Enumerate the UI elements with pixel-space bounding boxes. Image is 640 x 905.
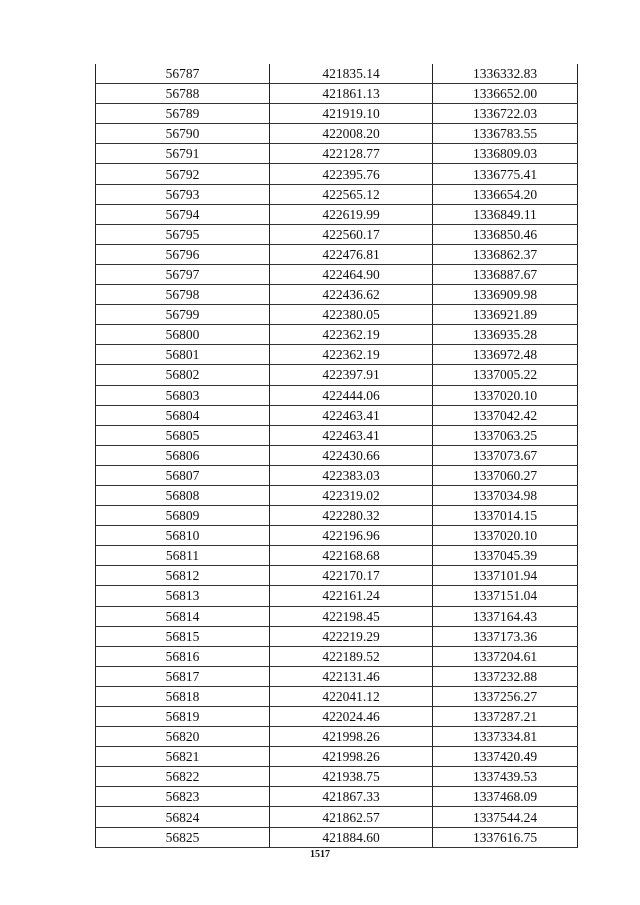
point-id-cell: 56808 — [96, 485, 270, 505]
point-id-cell: 56825 — [96, 827, 270, 847]
x-coordinate-cell: 421835.14 — [270, 64, 433, 84]
coordinates-table-body — [96, 64, 578, 847]
table-row — [96, 485, 578, 505]
point-id-cell: 56818 — [96, 686, 270, 706]
table-row — [96, 64, 578, 84]
x-coordinate-cell: 421998.26 — [270, 747, 433, 767]
y-coordinate-cell: 1336775.41 — [433, 164, 578, 184]
y-coordinate-cell: 1337005.22 — [433, 365, 578, 385]
table-row — [96, 586, 578, 606]
table-row — [96, 506, 578, 526]
x-coordinate-cell: 422196.96 — [270, 526, 433, 546]
table-row — [96, 204, 578, 224]
y-coordinate-cell: 1336935.28 — [433, 325, 578, 345]
point-id-cell: 56820 — [96, 727, 270, 747]
table-row — [96, 566, 578, 586]
y-coordinate-cell: 1336850.46 — [433, 224, 578, 244]
point-id-cell: 56791 — [96, 144, 270, 164]
x-coordinate-cell: 422463.41 — [270, 425, 433, 445]
point-id-cell: 56809 — [96, 506, 270, 526]
table-row — [96, 405, 578, 425]
y-coordinate-cell: 1337544.24 — [433, 807, 578, 827]
x-coordinate-cell: 421862.57 — [270, 807, 433, 827]
point-id-cell: 56799 — [96, 305, 270, 325]
x-coordinate-cell: 422463.41 — [270, 405, 433, 425]
y-coordinate-cell: 1336972.48 — [433, 345, 578, 365]
table-row — [96, 767, 578, 787]
point-id-cell: 56811 — [96, 546, 270, 566]
table-row — [96, 84, 578, 104]
table-row — [96, 666, 578, 686]
point-id-cell: 56796 — [96, 244, 270, 264]
point-id-cell: 56794 — [96, 204, 270, 224]
table-row — [96, 385, 578, 405]
table-row — [96, 465, 578, 485]
y-coordinate-cell: 1336809.03 — [433, 144, 578, 164]
y-coordinate-cell: 1337256.27 — [433, 686, 578, 706]
table-row — [96, 626, 578, 646]
table-row — [96, 727, 578, 747]
x-coordinate-cell: 422565.12 — [270, 184, 433, 204]
point-id-cell: 56824 — [96, 807, 270, 827]
y-coordinate-cell: 1337151.04 — [433, 586, 578, 606]
x-coordinate-cell: 421998.26 — [270, 727, 433, 747]
x-coordinate-cell: 422024.46 — [270, 707, 433, 727]
y-coordinate-cell: 1337204.61 — [433, 646, 578, 666]
table-row — [96, 345, 578, 365]
point-id-cell: 56803 — [96, 385, 270, 405]
table-row — [96, 124, 578, 144]
table-row — [96, 747, 578, 767]
table-row — [96, 686, 578, 706]
x-coordinate-cell: 422362.19 — [270, 325, 433, 345]
x-coordinate-cell: 422280.32 — [270, 506, 433, 526]
x-coordinate-cell: 422170.17 — [270, 566, 433, 586]
y-coordinate-cell: 1336862.37 — [433, 244, 578, 264]
x-coordinate-cell: 421884.60 — [270, 827, 433, 847]
table-row — [96, 305, 578, 325]
y-coordinate-cell: 1337014.15 — [433, 506, 578, 526]
point-id-cell: 56792 — [96, 164, 270, 184]
table-row — [96, 646, 578, 666]
y-coordinate-cell: 1337164.43 — [433, 606, 578, 626]
point-id-cell: 56788 — [96, 84, 270, 104]
point-id-cell: 56802 — [96, 365, 270, 385]
y-coordinate-cell: 1337287.21 — [433, 707, 578, 727]
table-row — [96, 104, 578, 124]
point-id-cell: 56787 — [96, 64, 270, 84]
point-id-cell: 56817 — [96, 666, 270, 686]
table-row — [96, 325, 578, 345]
table-row — [96, 445, 578, 465]
y-coordinate-cell: 1336849.11 — [433, 204, 578, 224]
y-coordinate-cell: 1337232.88 — [433, 666, 578, 686]
table-row — [96, 827, 578, 847]
y-coordinate-cell: 1336332.83 — [433, 64, 578, 84]
y-coordinate-cell: 1337060.27 — [433, 465, 578, 485]
y-coordinate-cell: 1336909.98 — [433, 285, 578, 305]
x-coordinate-cell: 421861.13 — [270, 84, 433, 104]
x-coordinate-cell: 422219.29 — [270, 626, 433, 646]
table-row — [96, 285, 578, 305]
y-coordinate-cell: 1337045.39 — [433, 546, 578, 566]
point-id-cell: 56790 — [96, 124, 270, 144]
y-coordinate-cell: 1337034.98 — [433, 485, 578, 505]
y-coordinate-cell: 1336921.89 — [433, 305, 578, 325]
table-row — [96, 807, 578, 827]
table-row — [96, 224, 578, 244]
point-id-cell: 56823 — [96, 787, 270, 807]
y-coordinate-cell: 1337020.10 — [433, 526, 578, 546]
point-id-cell: 56800 — [96, 325, 270, 345]
y-coordinate-cell: 1336654.20 — [433, 184, 578, 204]
point-id-cell: 56816 — [96, 646, 270, 666]
point-id-cell: 56819 — [96, 707, 270, 727]
table-row — [96, 264, 578, 284]
table-row — [96, 526, 578, 546]
x-coordinate-cell: 421938.75 — [270, 767, 433, 787]
x-coordinate-cell: 422397.91 — [270, 365, 433, 385]
y-coordinate-cell: 1336652.00 — [433, 84, 578, 104]
point-id-cell: 56798 — [96, 285, 270, 305]
table-row — [96, 144, 578, 164]
table-row — [96, 606, 578, 626]
point-id-cell: 56804 — [96, 405, 270, 425]
table-row — [96, 546, 578, 566]
point-id-cell: 56807 — [96, 465, 270, 485]
x-coordinate-cell: 422189.52 — [270, 646, 433, 666]
x-coordinate-cell: 421867.33 — [270, 787, 433, 807]
table-row — [96, 787, 578, 807]
point-id-cell: 56793 — [96, 184, 270, 204]
point-id-cell: 56789 — [96, 104, 270, 124]
x-coordinate-cell: 422436.62 — [270, 285, 433, 305]
point-id-cell: 56812 — [96, 566, 270, 586]
point-id-cell: 56821 — [96, 747, 270, 767]
y-coordinate-cell: 1337439.53 — [433, 767, 578, 787]
x-coordinate-cell: 422319.02 — [270, 485, 433, 505]
y-coordinate-cell: 1337073.67 — [433, 445, 578, 465]
y-coordinate-cell: 1337042.42 — [433, 405, 578, 425]
x-coordinate-cell: 422168.68 — [270, 546, 433, 566]
y-coordinate-cell: 1336783.55 — [433, 124, 578, 144]
point-id-cell: 56806 — [96, 445, 270, 465]
table-row — [96, 244, 578, 264]
y-coordinate-cell: 1337101.94 — [433, 566, 578, 586]
x-coordinate-cell: 422476.81 — [270, 244, 433, 264]
y-coordinate-cell: 1337616.75 — [433, 827, 578, 847]
page-number: 1517 — [310, 849, 330, 860]
point-id-cell: 56815 — [96, 626, 270, 646]
y-coordinate-cell: 1337020.10 — [433, 385, 578, 405]
y-coordinate-cell: 1337420.49 — [433, 747, 578, 767]
x-coordinate-cell: 421919.10 — [270, 104, 433, 124]
x-coordinate-cell: 422383.03 — [270, 465, 433, 485]
x-coordinate-cell: 422362.19 — [270, 345, 433, 365]
x-coordinate-cell: 422041.12 — [270, 686, 433, 706]
table-row — [96, 164, 578, 184]
x-coordinate-cell: 422198.45 — [270, 606, 433, 626]
point-id-cell: 56813 — [96, 586, 270, 606]
x-coordinate-cell: 422464.90 — [270, 264, 433, 284]
coordinates-table — [95, 64, 578, 848]
point-id-cell: 56822 — [96, 767, 270, 787]
x-coordinate-cell: 422008.20 — [270, 124, 433, 144]
x-coordinate-cell: 422128.77 — [270, 144, 433, 164]
point-id-cell: 56814 — [96, 606, 270, 626]
table-row — [96, 184, 578, 204]
y-coordinate-cell: 1337063.25 — [433, 425, 578, 445]
y-coordinate-cell: 1337468.09 — [433, 787, 578, 807]
point-id-cell: 56795 — [96, 224, 270, 244]
table-row — [96, 707, 578, 727]
x-coordinate-cell: 422560.17 — [270, 224, 433, 244]
y-coordinate-cell: 1336722.03 — [433, 104, 578, 124]
x-coordinate-cell: 422380.05 — [270, 305, 433, 325]
point-id-cell: 56797 — [96, 264, 270, 284]
x-coordinate-cell: 422395.76 — [270, 164, 433, 184]
y-coordinate-cell: 1337173.36 — [433, 626, 578, 646]
y-coordinate-cell: 1336887.67 — [433, 264, 578, 284]
x-coordinate-cell: 422131.46 — [270, 666, 433, 686]
point-id-cell: 56801 — [96, 345, 270, 365]
x-coordinate-cell: 422430.66 — [270, 445, 433, 465]
x-coordinate-cell: 422444.06 — [270, 385, 433, 405]
y-coordinate-cell: 1337334.81 — [433, 727, 578, 747]
x-coordinate-cell: 422619.99 — [270, 204, 433, 224]
table-row — [96, 425, 578, 445]
point-id-cell: 56810 — [96, 526, 270, 546]
point-id-cell: 56805 — [96, 425, 270, 445]
x-coordinate-cell: 422161.24 — [270, 586, 433, 606]
table-row — [96, 365, 578, 385]
